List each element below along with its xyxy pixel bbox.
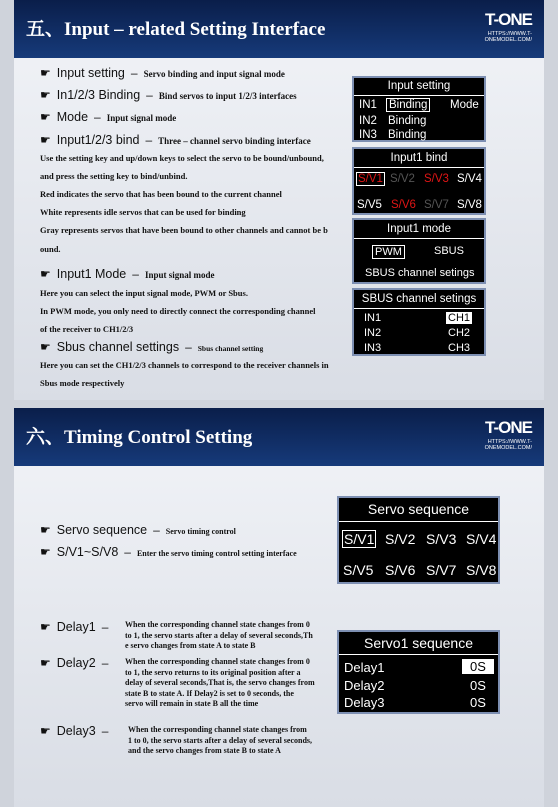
servo-sv6: S/V6 [391,199,416,211]
desc-line: servo will remain in state B all the time [125,699,259,709]
item-desc: Servo binding and input signal mode [143,69,285,79]
sbus-channel-settings-link: SBUS channel setings [365,267,475,279]
bind-paragraph-line: White represents idle servos that can be used for binding [40,207,246,217]
input-label: IN2 [364,327,382,339]
bind-paragraph-line: ound. [40,244,61,254]
item-key: In1/2/3 Binding [56,88,141,102]
pwm-option-selected: PWM [372,245,405,259]
item-key: Delay2 [56,656,96,670]
logo-url: HTTPS://WWW.T-ONEMODEL.COM/ [484,31,532,43]
item-desc: Input signal mode [106,113,177,123]
channel-value: CH2 [448,327,471,339]
pointing-hand-icon: ☛ [40,110,51,124]
delay-value: 0S [470,678,486,693]
screen-title: SBUS channel setings [354,290,484,309]
item-key: Input setting [56,66,125,80]
mode-paragraph-line: of the receiver to CH1/2/3 [40,324,134,334]
input-label: IN1 [364,312,382,324]
servo-sv1-selected: S/V1 [344,531,375,547]
pointing-hand-icon: ☛ [40,340,51,354]
desc-line: state B to state A. If Delay2 is set to 0 seconds, the [125,688,294,698]
screen-title: Servo1 sequence [339,632,498,655]
logo-mark: T-ONE [485,10,532,29]
desc-line: to 1, the servo starts after a delay of several seconds,Th [125,630,313,640]
item-key: S/V1~S/V8 [56,545,119,559]
sbus-paragraph-line: Here you can set the CH1/2/3 channels to correspond to the receiver channels in [40,360,329,370]
screen-label: IN1 [359,99,377,111]
sbus-option: SBUS [434,245,464,257]
binding-option: Binding [388,115,427,127]
servo-sv5: S/V5 [357,199,382,211]
delay-label: Delay1 [344,660,385,675]
servo-sv2: S/V2 [385,531,416,547]
slide-title-bar [14,0,544,58]
screen-title: Input1 bind [354,149,484,168]
delay2-description [125,657,315,710]
delay3-description [128,725,312,757]
item-key: Input1 Mode [56,267,127,281]
servo-sv6: S/V6 [385,562,416,578]
desc-line: 1 to 0, the servo starts after a delay of several seconds, [128,735,313,745]
item-input-bind: ☛ Input1/2/3 bind – Three – channel servo binding interface [40,133,311,147]
channel-value: CH3 [448,342,471,354]
screen-input1-mode [352,218,486,284]
servo-sv7: S/V7 [426,562,457,578]
screen-label: IN2 [359,115,377,127]
item-desc: Enter the servo timing control setting interface [136,549,297,558]
screen-title: Servo sequence [339,498,498,522]
sbus-paragraph-line: Sbus mode respectively [40,378,125,388]
item-servo-sequence: ☛ Servo sequence – Servo timing control [40,523,236,537]
mode-option: Mode [450,99,479,111]
screen-servo1-sequence [337,630,500,714]
slide-input-settings [14,0,544,400]
channel-value-selected: CH1 [448,312,471,324]
servo-sv4: S/V4 [457,173,482,185]
pointing-hand-icon: ☛ [40,545,51,559]
binding-option: Binding [388,129,427,141]
delay-label: Delay2 [344,678,385,693]
desc-line: and the servo changes from state B to state A [128,746,281,756]
item-sbus-settings: ☛ Sbus channel settings – Sbus channel setting [40,340,264,354]
bind-paragraph-line: Use the setting key and up/down keys to select the servo to be bound/unbound, [40,153,324,163]
item-key: Delay1 [56,620,96,634]
servo-sv8: S/V8 [457,199,482,211]
item-key: Delay3 [56,724,96,738]
pointing-hand-icon: ☛ [40,267,51,281]
servo-sv4: S/V4 [466,531,497,547]
slide-title: 六、Timing Control Setting [26,427,253,448]
item-desc: Input signal mode [144,270,215,280]
desc-line: When the corresponding channel state changes from 0 [125,620,310,629]
pointing-hand-icon: ☛ [40,656,51,670]
item-delay1: ☛ Delay1 – [40,620,109,634]
desc-line: When the corresponding channel state changes from [128,725,307,734]
item-desc: Sbus channel setting [197,344,264,353]
slide-title: 五、Input – related Setting Interface [26,19,326,40]
servo-sv8: S/V8 [466,562,497,578]
delay-label: Delay3 [344,695,385,710]
item-key: Servo sequence [56,523,148,537]
item-desc: Three – channel servo binding interface [158,136,311,146]
t-one-logo [452,418,532,450]
bind-paragraph-line: Gray represents servos that have been bound to other channels and cannot be b [40,225,328,235]
item-desc: Bind servos to input 1/2/3 interfaces [158,91,297,101]
pointing-hand-icon: ☛ [40,66,51,80]
screen-servo-sequence [337,496,500,584]
logo-mark: T-ONE [485,418,532,437]
bind-paragraph-line: Red indicates the servo that has been bound to the current channel [40,189,282,199]
screen-input1-bind [352,147,486,215]
desc-line: e servo changes from state A to state B [125,641,256,651]
servo-sv3: S/V3 [424,173,449,185]
servo-sv3: S/V3 [426,531,457,547]
item-mode: ☛ Mode – Input signal mode [40,110,177,124]
slide-title-bar [14,408,544,466]
item-key: Input1/2/3 bind [56,133,140,147]
logo-url: HTTPS://WWW.T-ONEMODEL.COM/ [484,439,532,451]
item-key: Mode [56,110,89,124]
pointing-hand-icon: ☛ [40,724,51,738]
screen-sbus-channel [352,288,486,356]
item-in-binding: ☛ In1/2/3 Binding – Bind servos to input 1/2/3 interfaces [40,88,297,102]
mode-paragraph-line: In PWM mode, you only need to directly connect the corresponding channel [40,306,316,316]
item-delay3: ☛ Delay3 – [40,724,109,738]
servo-sv5: S/V5 [343,562,374,578]
item-input1-mode: ☛ Input1 Mode – Input signal mode [40,267,215,281]
delay-value-selected: 0S [462,659,494,674]
item-input-setting: ☛ Input setting – Servo binding and input signal mode [40,66,285,80]
item-sv1-sv8: ☛ S/V1~S/V8 – Enter the servo timing control setting interface [40,545,297,559]
screen-label: IN3 [359,129,377,141]
t-one-logo [452,10,532,42]
servo-sv2: S/V2 [390,173,415,185]
screen-title: Input setting [354,78,484,96]
item-desc: Servo timing control [165,527,236,536]
slide-timing-control [14,408,544,807]
input-label: IN3 [364,342,382,354]
servo-sv1: S/V1 [358,173,383,185]
binding-option-selected: Binding [386,98,430,112]
servo-sv7: S/V7 [424,199,449,211]
item-key: Sbus channel settings [56,340,180,354]
desc-line: delay of several seconds,That is, the servo changes from [125,678,315,688]
mode-paragraph-line: Here you can select the input signal mode, PWM or Sbus. [40,288,248,298]
pointing-hand-icon: ☛ [40,133,51,147]
pointing-hand-icon: ☛ [40,88,51,102]
pointing-hand-icon: ☛ [40,620,51,634]
delay1-description [125,620,313,652]
screen-input-setting [352,76,486,142]
item-delay2: ☛ Delay2 – [40,656,109,670]
delay-value: 0S [470,695,486,710]
desc-line: When the corresponding channel state changes from 0 [125,657,310,666]
bind-paragraph-line: and press the setting key to bind/unbind. [40,171,188,181]
screen-title: Input1 mode [354,220,484,239]
desc-line: to 1, the servo returns to its original position after a [125,667,301,677]
pointing-hand-icon: ☛ [40,523,51,537]
